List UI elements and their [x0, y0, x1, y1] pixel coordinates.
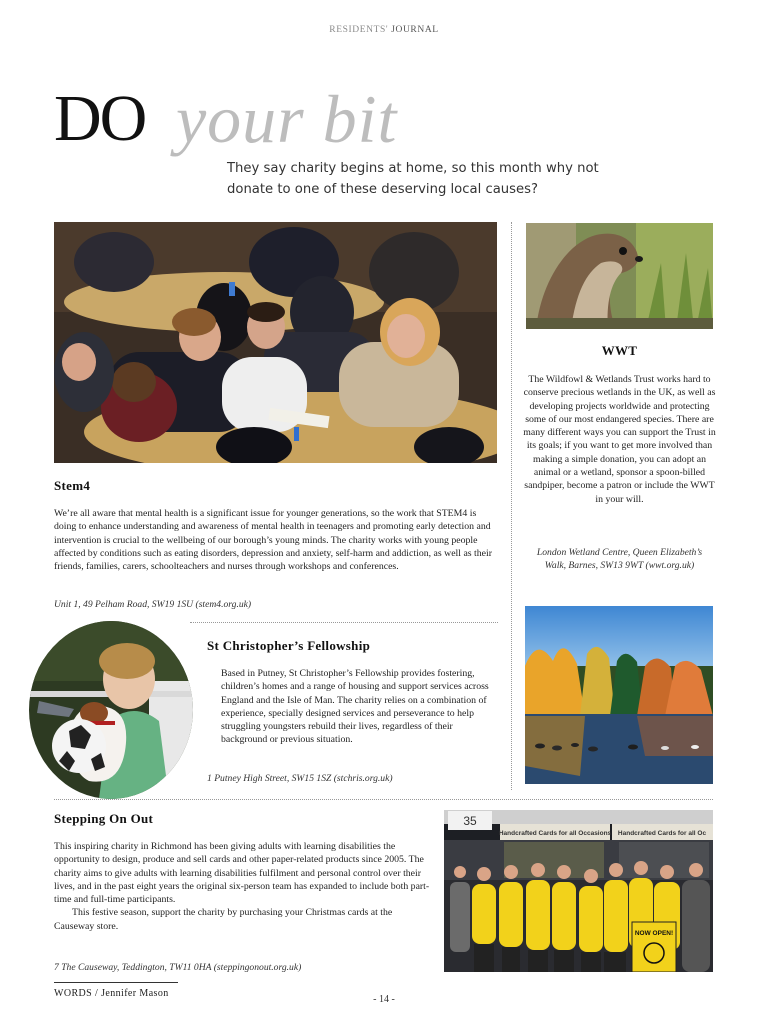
byline: WORDS / Jennifer Mason: [54, 988, 169, 999]
shop-sign-left: Handcrafted Cards for all Occasions: [498, 830, 612, 837]
stepping-address: 7 The Causeway, Teddington, TW11 0HA (steppingonout.org.uk): [54, 962, 302, 973]
stem4-heading: Stem4: [54, 478, 91, 493]
running-head-prefix: RESIDENTS': [329, 25, 389, 35]
column-divider: [511, 222, 512, 790]
now-open-board: NOW OPEN!: [634, 930, 674, 937]
wwt-body: The Wildfowl & Wetlands Trust works hard to conserve precious wetlands in the UK, as well as developing projects worldwide and protecting some of our most endangered species. There are many different ways you can support the Trust in its goals; if you want to get more involved than making a simple donation, you can adopt an animal or a wetland, sponsor a spoon-billed sandpiper, become a patron or include the WWT in your will.: [523, 374, 716, 505]
stepping-body-paragraph-2: This festive season, support the charity by purchasing your Christmas cards at the Causeway store.: [54, 907, 393, 932]
wwt-address: London Wetland Centre, Queen Elizabeth’s Walk, Barnes, SW13 9WT (wwt.org.uk): [536, 547, 703, 571]
stchris-heading: St Christopher’s Fellowship: [207, 638, 371, 653]
stem4-address: Unit 1, 49 Pelham Road, SW19 1SU (stem4.org.uk): [54, 599, 252, 610]
stepping-body-paragraph-1: This inspiring charity in Richmond has been giving adults with learning disabilities the opportunity to design, produce and sell cards and other paper-related products since 2005. The charity aims to give adults with learning disabilities fulfilment and personal control over their lives, and in the past eight years the original six-person team has expanded to include both part-time and full-time participants.: [54, 841, 430, 906]
shop-sign-right: Handcrafted Cards for all Oc: [617, 830, 707, 837]
stchris-address: 1 Putney High Street, SW15 1SZ (stchris.org.uk): [207, 773, 393, 784]
section-divider: [54, 799, 713, 800]
stem4-divider: [190, 622, 498, 623]
stepping-body: [54, 840, 432, 933]
stchris-photo: [29, 621, 193, 799]
running-head: [0, 25, 768, 35]
title-do: DO: [54, 82, 146, 155]
title-your-bit: your bit: [176, 81, 398, 157]
stchris-body: Based in Putney, St Christopher’s Fellowship provides fostering, children’s homes and a range of housing and support services across England and the Isle of Man. The charity relies on a combination of experience, specially designed services and perseverance to help struggling youngsters rebuild their lives, regardless of their background or previous situation.: [221, 668, 489, 746]
stepping-heading: Stepping On Out: [54, 811, 154, 826]
standfirst: They say charity begins at home, so this month why not donate to one of these deserving local causes?: [227, 161, 599, 197]
footer-rule: [54, 982, 178, 983]
wwt-otter-photo: [526, 223, 713, 329]
wwt-heading: WWT: [601, 343, 638, 358]
autumn-lake-photo: [525, 606, 713, 784]
shop-number: 35: [463, 814, 477, 828]
page-number: - 14 -: [373, 994, 395, 1005]
stem4-photo: [54, 222, 497, 463]
stem4-body: We’re all aware that mental health is a significant issue for younger generations, so the work that STEM4 is doing to enhance understanding and awareness of mental health in teenagers and promoting early detection and intervention is crucial to the wellbeing of our borough’s young minds. The charity works with young people affected by conditions such as eating disorders, depression and anxiety, self-harm and addiction, as well as their friends, families, carers, schoolteachers and nurses through workshops and conferences.: [54, 508, 493, 573]
running-head-suffix: JOURNAL: [391, 25, 439, 35]
stepping-shop-photo: [444, 810, 713, 972]
